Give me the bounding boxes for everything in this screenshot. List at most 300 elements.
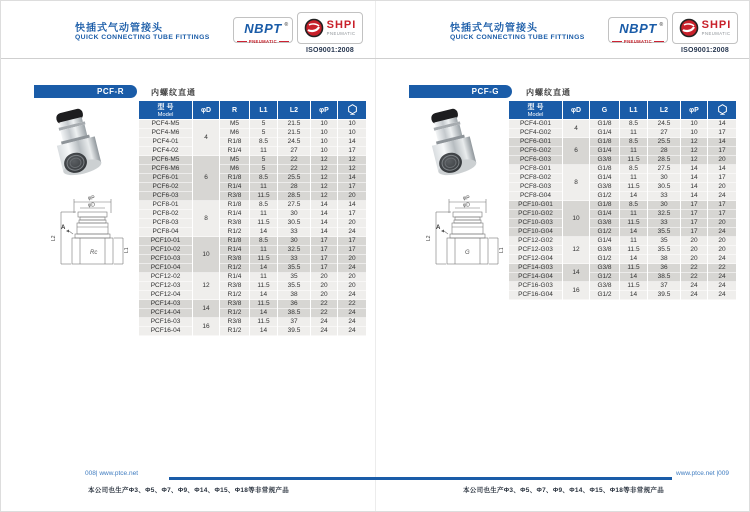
- l2-cell: 35.5: [648, 228, 681, 237]
- wrench-size-cell: 24: [338, 291, 367, 300]
- table-row: [139, 138, 367, 147]
- table-row: [139, 174, 367, 183]
- l1-cell: 11.5: [620, 264, 648, 273]
- series-name: 内螺纹直通: [526, 88, 571, 97]
- l1-cell: 8.5: [250, 174, 278, 183]
- wrench-size-cell: 17: [708, 129, 737, 138]
- footer-rule: [169, 477, 376, 480]
- thread-cell: R1/8: [220, 174, 250, 183]
- thread-cell: R1/2: [220, 309, 250, 318]
- table-row: [139, 156, 367, 165]
- wrench-size-cell: 20: [708, 246, 737, 255]
- table-row: [139, 192, 367, 201]
- phi-p-cell: 20: [311, 273, 338, 282]
- l1-cell: 11: [620, 147, 648, 156]
- tube-diameter-cell: 12: [563, 237, 590, 264]
- l1-cell: 5: [250, 165, 278, 174]
- model-cell: PCF8-01: [139, 201, 193, 210]
- l2-cell: 38.5: [278, 309, 311, 318]
- registered-mark-icon: ®: [659, 22, 664, 28]
- tube-diameter-cell: 12: [193, 273, 220, 300]
- table-row: [509, 282, 737, 291]
- l2-cell: 36: [648, 264, 681, 273]
- l2-cell: 38.5: [648, 273, 681, 282]
- footer-note: 本公司也生产Φ3、Φ5、Φ7、Φ9、Φ14、Φ15、Φ18等非常规产品: [463, 487, 664, 494]
- thread-cell: G1/4: [590, 174, 620, 183]
- column-header: G: [590, 101, 620, 120]
- model-cell: PCF4-01: [139, 138, 193, 147]
- l1-cell: 5: [250, 120, 278, 129]
- table-row: [509, 273, 737, 282]
- l1-cell: 11.5: [250, 300, 278, 309]
- wrench-size-cell: 24: [338, 309, 367, 318]
- thread-cell: R1/4: [220, 147, 250, 156]
- thread-cell: G1/4: [590, 210, 620, 219]
- l2-cell: 30: [648, 174, 681, 183]
- wrench-size-cell: 14: [708, 165, 737, 174]
- wrench-size-cell: 17: [338, 183, 367, 192]
- l2-cell: 25.5: [278, 174, 311, 183]
- header-divider: [376, 58, 750, 59]
- model-cell: PCF10-02: [139, 246, 193, 255]
- l1-cell: 11: [620, 129, 648, 138]
- table-row: [509, 210, 737, 219]
- model-cell: PCF8-02: [139, 210, 193, 219]
- wrench-size-cell: 17: [708, 174, 737, 183]
- model-cell: PCF6-02: [139, 183, 193, 192]
- phi-p-cell: 22: [681, 264, 708, 273]
- page-title-cn: 快插式气动管接头: [450, 23, 538, 34]
- model-cell: PCF14-G03: [509, 264, 563, 273]
- phi-p-cell: 17: [681, 219, 708, 228]
- fitting-photo: [416, 107, 488, 189]
- l2-cell: 32.5: [648, 210, 681, 219]
- column-header: φD: [563, 101, 590, 120]
- model-cell: PCF6-G02: [509, 147, 563, 156]
- l1-cell: 5: [250, 156, 278, 165]
- thread-cell: G3/8: [590, 219, 620, 228]
- thread-cell: R3/8: [220, 300, 250, 309]
- phi-p-cell: 10: [681, 120, 708, 129]
- l1-cell: 8.5: [250, 237, 278, 246]
- l2-cell: 35.5: [278, 264, 311, 273]
- shpi-sub-text: PNEUMATIC: [701, 31, 731, 36]
- wrench-size-cell: 22: [708, 264, 737, 273]
- thread-cell: R3/8: [220, 282, 250, 291]
- hex-wrench-icon: [348, 104, 357, 115]
- model-cell: PCF12-04: [139, 291, 193, 300]
- table-row: [509, 138, 737, 147]
- l1-cell: 11: [620, 174, 648, 183]
- l1-cell: 11: [250, 246, 278, 255]
- wrench-size-cell: 20: [708, 183, 737, 192]
- series-name: 内螺纹直通: [151, 88, 196, 97]
- dimension-drawing: [422, 193, 514, 295]
- tube-diameter-cell: 14: [193, 300, 220, 318]
- wrench-size-cell: 24: [338, 327, 367, 336]
- l2-cell: 28: [648, 147, 681, 156]
- shpi-brand-text: SHPI: [326, 19, 357, 31]
- l1-cell: 11.5: [250, 255, 278, 264]
- hex-wrench-icon: [718, 104, 727, 115]
- page-title-en: QUICK CONNECTING TUBE FITTINGS: [450, 34, 585, 41]
- thread-cell: M6: [220, 129, 250, 138]
- thread-cell: R3/8: [220, 219, 250, 228]
- wrench-size-cell: 17: [708, 147, 737, 156]
- table-row: [139, 300, 367, 309]
- phi-p-cell: 14: [311, 201, 338, 210]
- wrench-size-cell: 24: [338, 318, 367, 327]
- page-title-cn: 快插式气动管接头: [75, 23, 163, 34]
- thread-cell: R1/2: [220, 264, 250, 273]
- l2-cell: 28.5: [278, 192, 311, 201]
- l1-cell: 11: [250, 273, 278, 282]
- l2-cell: 39.5: [648, 291, 681, 300]
- model-cell: PCF14-03: [139, 300, 193, 309]
- l1-cell: 14: [250, 264, 278, 273]
- wrench-size-cell: 14: [338, 138, 367, 147]
- hex-wrench-icon: [708, 101, 737, 120]
- registered-mark-icon: ®: [284, 22, 289, 28]
- spec-table-pcf-g: [508, 100, 737, 300]
- phi-p-cell: 17: [311, 237, 338, 246]
- table-row: [139, 228, 367, 237]
- thread-cell: G1/4: [590, 147, 620, 156]
- model-cell: PCF6-M5: [139, 156, 193, 165]
- model-cell: PCF12-G03: [509, 246, 563, 255]
- l2-cell: 27: [648, 129, 681, 138]
- table-row: [509, 129, 737, 138]
- tube-diameter-cell: 14: [563, 264, 590, 282]
- l2-cell: 27.5: [648, 165, 681, 174]
- thread-cell: G1/2: [590, 192, 620, 201]
- shpi-logo: [297, 12, 363, 44]
- phi-p-cell: 14: [311, 228, 338, 237]
- shpi-logo: [672, 12, 738, 44]
- table-row: [509, 219, 737, 228]
- l1-cell: 14: [250, 309, 278, 318]
- series-badge: PCF-R: [34, 85, 137, 98]
- wrench-symbol: A: [61, 225, 66, 231]
- l2-cell: 30: [648, 201, 681, 210]
- phi-p-cell: 17: [311, 246, 338, 255]
- table-row: [509, 246, 737, 255]
- model-cell: PCF12-G02: [509, 237, 563, 246]
- table-row: [139, 210, 367, 219]
- wrench-size-cell: 24: [708, 192, 737, 201]
- l2-cell: 21.5: [278, 120, 311, 129]
- thread-cell: G3/8: [590, 156, 620, 165]
- page-title-en: QUICK CONNECTING TUBE FITTINGS: [75, 34, 210, 41]
- wrench-size-cell: 14: [338, 174, 367, 183]
- wrench-size-cell: 20: [338, 219, 367, 228]
- l2-cell: 35.5: [648, 246, 681, 255]
- wrench-size-cell: 24: [338, 228, 367, 237]
- model-cell: PCF6-03: [139, 192, 193, 201]
- thread-cell: G1/2: [590, 291, 620, 300]
- thread-cell: R1/2: [220, 291, 250, 300]
- wrench-size-cell: 17: [338, 147, 367, 156]
- table-row: [139, 318, 367, 327]
- column-header: φP: [311, 101, 338, 120]
- model-cell: PCF8-04: [139, 228, 193, 237]
- l2-cell: 30.5: [648, 183, 681, 192]
- table-row: [509, 291, 737, 300]
- l1-cell: 8.5: [620, 138, 648, 147]
- shpi-swirl-icon: [679, 18, 699, 38]
- page-number-site: www.ptce.net |009: [676, 470, 729, 477]
- l1-cell: 11.5: [620, 183, 648, 192]
- nbpt-sub-text: PNEUMATIC: [248, 39, 278, 44]
- l2-cell: 33: [278, 228, 311, 237]
- l1-cell: 8.5: [250, 138, 278, 147]
- l2-cell: 33: [278, 255, 311, 264]
- l2-cell: 37: [278, 318, 311, 327]
- dim-label-phi-d: φD: [463, 202, 470, 209]
- spec-table-pcf-r: [138, 100, 367, 336]
- wrench-size-cell: 20: [338, 255, 367, 264]
- thread-cell: G1/4: [590, 237, 620, 246]
- dim-label-l1: L1: [499, 247, 505, 253]
- wrench-size-cell: 14: [338, 201, 367, 210]
- iso-certification: ISO9001:2008: [681, 47, 729, 54]
- table-row: [509, 237, 737, 246]
- column-header: L1: [620, 101, 648, 120]
- thread-cell: G3/8: [590, 183, 620, 192]
- dimension-drawing: [47, 193, 139, 295]
- l2-cell: 27.5: [278, 201, 311, 210]
- table-row: [509, 147, 737, 156]
- model-cell: PCF4-G01: [509, 120, 563, 129]
- phi-p-cell: 14: [681, 183, 708, 192]
- tube-diameter-cell: 10: [563, 201, 590, 237]
- l1-cell: 11.5: [620, 246, 648, 255]
- l1-cell: 14: [620, 192, 648, 201]
- l1-cell: 8.5: [620, 120, 648, 129]
- l2-cell: 36: [278, 300, 311, 309]
- model-cell: PCF14-04: [139, 309, 193, 318]
- table-row: [509, 201, 737, 210]
- tube-diameter-cell: 10: [193, 237, 220, 273]
- model-cell: PCF12-03: [139, 282, 193, 291]
- table-row: [139, 120, 367, 129]
- phi-p-cell: 22: [311, 300, 338, 309]
- thread-cell: R1/4: [220, 210, 250, 219]
- tube-diameter-cell: 4: [193, 120, 220, 156]
- l1-cell: 14: [620, 228, 648, 237]
- column-header: φD: [193, 101, 220, 120]
- table-row: [139, 165, 367, 174]
- l2-cell: 39.5: [278, 327, 311, 336]
- wrench-size-cell: 24: [708, 228, 737, 237]
- l2-cell: 30: [278, 237, 311, 246]
- wrench-size-cell: 12: [338, 165, 367, 174]
- phi-p-cell: 12: [311, 174, 338, 183]
- phi-p-cell: 20: [311, 291, 338, 300]
- model-cell: PCF6-M6: [139, 165, 193, 174]
- phi-p-cell: 12: [311, 183, 338, 192]
- l1-cell: 11: [250, 210, 278, 219]
- tube-diameter-cell: 6: [193, 156, 220, 201]
- l1-cell: 11: [250, 183, 278, 192]
- l1-cell: 14: [250, 228, 278, 237]
- model-cell: PCF12-G04: [509, 255, 563, 264]
- l2-cell: 33: [648, 192, 681, 201]
- l1-cell: 11.5: [620, 156, 648, 165]
- table-row: [139, 246, 367, 255]
- phi-p-cell: 17: [311, 255, 338, 264]
- catalog-page-pcf-g: [376, 1, 750, 512]
- table-row: [509, 255, 737, 264]
- wrench-size-cell: 24: [708, 282, 737, 291]
- footer-note: 本公司也生产Φ3、Φ5、Φ7、Φ9、Φ14、Φ15、Φ18等非常规产品: [88, 487, 289, 494]
- table-row: [139, 282, 367, 291]
- model-cell: PCF16-03: [139, 318, 193, 327]
- table-row: [139, 129, 367, 138]
- l2-cell: 35: [648, 237, 681, 246]
- thread-cell: G1/8: [590, 201, 620, 210]
- l2-cell: 30.5: [278, 219, 311, 228]
- wrench-symbol: A: [436, 225, 441, 231]
- l2-cell: 22: [278, 165, 311, 174]
- l1-cell: 11.5: [250, 192, 278, 201]
- model-cell: PCF6-01: [139, 174, 193, 183]
- wrench-size-cell: 10: [338, 120, 367, 129]
- model-cell: PCF12-02: [139, 273, 193, 282]
- l2-cell: 28.5: [648, 156, 681, 165]
- wrench-size-cell: 17: [338, 210, 367, 219]
- phi-p-cell: 10: [311, 138, 338, 147]
- l2-cell: 21.5: [278, 129, 311, 138]
- l2-cell: 35.5: [278, 282, 311, 291]
- wrench-size-cell: 14: [708, 120, 737, 129]
- page-number-site: 008| www.ptce.net: [85, 470, 138, 477]
- phi-p-cell: 24: [681, 282, 708, 291]
- model-cell: PCF6-G01: [509, 138, 563, 147]
- phi-p-cell: 24: [681, 291, 708, 300]
- l1-cell: 8.5: [620, 201, 648, 210]
- table-row: [139, 291, 367, 300]
- phi-p-cell: 12: [681, 156, 708, 165]
- phi-p-cell: 20: [681, 237, 708, 246]
- phi-p-cell: 10: [311, 147, 338, 156]
- l1-cell: 14: [250, 291, 278, 300]
- thread-cell: G1/2: [590, 273, 620, 282]
- model-cell: PCF10-G01: [509, 201, 563, 210]
- l1-cell: 8.5: [620, 165, 648, 174]
- dim-label-phi-p: φP: [463, 195, 470, 202]
- thread-cell: R3/8: [220, 192, 250, 201]
- wrench-size-cell: 10: [338, 129, 367, 138]
- model-cell: PCF16-04: [139, 327, 193, 336]
- thread-cell: G3/8: [590, 264, 620, 273]
- model-cell: PCF4-02: [139, 147, 193, 156]
- dim-label-l1: L1: [124, 247, 130, 253]
- model-cell: PCF8-03: [139, 219, 193, 228]
- l1-cell: 11.5: [250, 318, 278, 327]
- wrench-size-cell: 20: [338, 192, 367, 201]
- table-row: [509, 120, 737, 129]
- l1-cell: 11.5: [250, 219, 278, 228]
- wrench-size-cell: 14: [708, 138, 737, 147]
- phi-p-cell: 24: [311, 327, 338, 336]
- model-cell: PCF8-G01: [509, 165, 563, 174]
- shpi-brand-text: SHPI: [701, 19, 732, 31]
- phi-p-cell: 12: [681, 138, 708, 147]
- model-cell: PCF10-G02: [509, 210, 563, 219]
- phi-p-cell: 14: [311, 219, 338, 228]
- wrench-size-cell: 20: [708, 237, 737, 246]
- column-header: L2: [278, 101, 311, 120]
- l2-cell: 24.5: [278, 138, 311, 147]
- iso-certification: ISO9001:2008: [306, 47, 354, 54]
- thread-cell: G1/2: [590, 255, 620, 264]
- model-cell: PCF10-03: [139, 255, 193, 264]
- header-divider: [1, 58, 376, 59]
- thread-type-label: G: [465, 250, 470, 256]
- l1-cell: 14: [620, 291, 648, 300]
- table-row: [139, 147, 367, 156]
- l1-cell: 14: [620, 255, 648, 264]
- table-row: [139, 309, 367, 318]
- phi-p-cell: 17: [681, 228, 708, 237]
- wrench-size-cell: 24: [338, 264, 367, 273]
- dim-label-l2: L2: [426, 235, 432, 241]
- nbpt-sub-text: PNEUMATIC: [623, 39, 653, 44]
- dim-label-phi-p: φP: [88, 195, 95, 202]
- thread-cell: G1/8: [590, 165, 620, 174]
- phi-p-cell: 14: [681, 174, 708, 183]
- tube-diameter-cell: 8: [193, 201, 220, 237]
- thread-cell: R1/4: [220, 183, 250, 192]
- thread-cell: M5: [220, 120, 250, 129]
- phi-p-cell: 24: [311, 318, 338, 327]
- l1-cell: 5: [250, 129, 278, 138]
- wrench-size-cell: 20: [338, 282, 367, 291]
- model-cell: PCF6-G03: [509, 156, 563, 165]
- l1-cell: 8.5: [250, 201, 278, 210]
- l1-cell: 14: [250, 327, 278, 336]
- l1-cell: 11.5: [620, 219, 648, 228]
- thread-cell: R1/8: [220, 138, 250, 147]
- column-header: L2: [648, 101, 681, 120]
- table-row: [139, 327, 367, 336]
- thread-cell: R3/8: [220, 255, 250, 264]
- table-row: [509, 264, 737, 273]
- phi-p-cell: 14: [681, 165, 708, 174]
- table-row: [139, 201, 367, 210]
- thread-cell: G1/2: [590, 228, 620, 237]
- l2-cell: 27: [278, 147, 311, 156]
- l1-cell: 11.5: [250, 282, 278, 291]
- table-row: [139, 183, 367, 192]
- thread-cell: R1/8: [220, 201, 250, 210]
- wrench-size-cell: 20: [708, 219, 737, 228]
- model-cell: PCF8-G04: [509, 192, 563, 201]
- thread-cell: R3/8: [220, 318, 250, 327]
- column-header: 型 号 Model: [139, 101, 193, 120]
- thread-cell: G3/8: [590, 282, 620, 291]
- tube-diameter-cell: 4: [563, 120, 590, 138]
- wrench-size-cell: 12: [338, 156, 367, 165]
- nbpt-brand-text: NBPT: [244, 21, 282, 36]
- tube-diameter-cell: 16: [193, 318, 220, 336]
- phi-p-cell: 20: [311, 282, 338, 291]
- table-row: [509, 174, 737, 183]
- thread-cell: G1/8: [590, 138, 620, 147]
- dim-label-l2: L2: [51, 235, 57, 241]
- wrench-size-cell: 24: [708, 273, 737, 282]
